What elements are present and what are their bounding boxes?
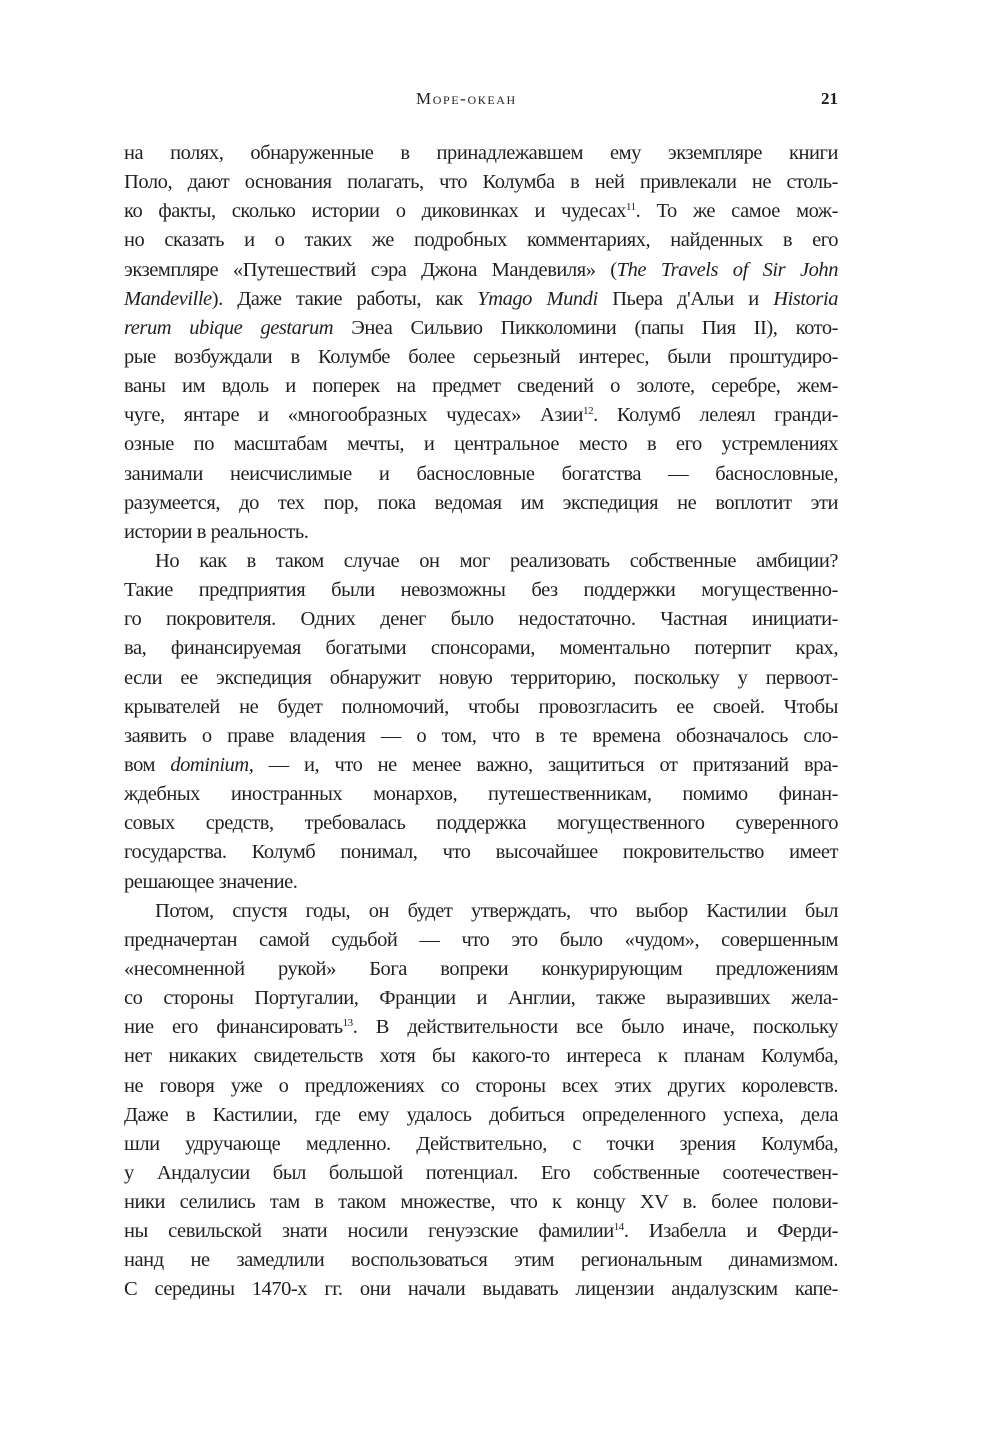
text-line xyxy=(124,372,838,401)
text-line xyxy=(124,955,838,984)
paragraph xyxy=(124,139,838,547)
text-run: рые возбуждали в Колумбе более серьезный интерес, были проштудиро- xyxy=(124,345,838,368)
text-run: вом xyxy=(124,753,171,776)
italic-title: Ymago Mundi xyxy=(477,287,598,310)
text-run: ко факты, сколько истории о диковинках и чудесах xyxy=(124,200,626,223)
text-run: Пьера д'Альи и xyxy=(597,287,774,310)
text-line xyxy=(124,751,838,780)
text-line xyxy=(124,1246,838,1275)
text-line xyxy=(124,926,838,955)
text-run: предначертан самой судьбой — что это было «чудом», совершенным xyxy=(124,928,838,951)
text-line xyxy=(124,1101,838,1130)
text-run: Поло, дают основания полагать, что Колумба в ней привлекали не столь- xyxy=(124,171,838,194)
text-line xyxy=(124,1013,838,1042)
text-run: разумеется, до тех пор, пока ведомая им экспедиция не воплотит эти xyxy=(124,491,838,514)
text-line xyxy=(124,430,838,459)
body-text xyxy=(124,139,838,1305)
paragraph xyxy=(124,547,838,897)
text-run: со стороны Португалии, Франции и Англии, также выразивших жела- xyxy=(124,987,838,1010)
text-run: крывателей не будет полномочий, чтобы провозгласить ее своей. Чтобы xyxy=(124,695,838,718)
italic-title: rerum ubique gestarum xyxy=(124,316,334,339)
text-line xyxy=(124,1217,838,1246)
text-line xyxy=(124,1130,838,1159)
text-line xyxy=(124,401,838,430)
text-line xyxy=(124,285,838,314)
text-run: Такие предприятия были невозможны без поддержки могущественно- xyxy=(124,579,838,602)
text-run: го покровителя. Одних денег было недостаточно. Частная инициати- xyxy=(124,608,838,631)
text-run: «несомненной рукой» Бога вопреки конкурирующим предложениям xyxy=(124,957,838,980)
text-run: чуге, янтаре и «многообразных чудесах» Азии xyxy=(124,404,584,427)
text-line xyxy=(124,547,838,576)
text-line xyxy=(124,518,838,547)
italic-title: The Travels of Sir John xyxy=(616,258,838,281)
text-line xyxy=(124,197,838,226)
footnote-ref[interactable]: 11 xyxy=(625,201,636,214)
text-line xyxy=(124,722,838,751)
text-line xyxy=(124,664,838,693)
text-run: экземпляре «Путешествий сэра Джона Мандевиля» ( xyxy=(124,258,617,281)
text-line xyxy=(124,460,838,489)
text-line xyxy=(124,1159,838,1188)
footnote-ref[interactable]: 12 xyxy=(583,405,594,418)
text-run: ждебных иностранных монархов, путешественникам, помимо финан- xyxy=(124,783,838,806)
text-run: если ее экспедиция обнаружит новую территорию, поскольку у первоот- xyxy=(124,666,838,689)
text-line xyxy=(124,897,838,926)
text-run: у Андалусии был большой потенциал. Его собственные соотечествен- xyxy=(124,1161,838,1184)
text-run: заявить о праве владения — о том, что в те времена обозначалось сло- xyxy=(124,724,838,747)
text-line xyxy=(124,1275,838,1304)
text-line xyxy=(124,226,838,255)
text-run: озные по масштабам мечты, и центральное место в его устремлениях xyxy=(124,433,838,456)
text-line xyxy=(124,634,838,663)
text-line xyxy=(124,576,838,605)
text-run: Даже в Кастилии, где ему удалось добиться определенного успеха, дела xyxy=(124,1103,838,1126)
italic-title: Historia xyxy=(773,287,838,310)
italic-title: dominium, xyxy=(170,753,254,776)
text-line xyxy=(124,256,838,285)
text-run: . В действительности все было иначе, поскольку xyxy=(352,1016,838,1039)
text-line xyxy=(124,693,838,722)
text-line xyxy=(124,780,838,809)
text-line xyxy=(124,1188,838,1217)
text-line xyxy=(124,1072,838,1101)
text-run: Потом, спустя годы, он будет утверждать, что выбор Кастилии был xyxy=(155,899,838,922)
text-run: решающее значение. xyxy=(124,870,298,893)
footnote-ref[interactable]: 14 xyxy=(613,1221,624,1234)
text-run: ны севильской знати носили генуэзские фамилии xyxy=(124,1220,614,1243)
text-line xyxy=(124,343,838,372)
text-run: нанд не замедлили воспользоваться этим региональным динамизмом. xyxy=(124,1249,838,1272)
paragraph xyxy=(124,897,838,1305)
text-run: шли удручающе медленно. Действительно, с точки зрения Колумба, xyxy=(124,1132,838,1155)
text-line xyxy=(124,605,838,634)
text-run: истории в реальность. xyxy=(124,520,309,543)
text-run: нет никаких свидетельств хотя бы какого-то интереса к планам Колумба, xyxy=(124,1045,838,1068)
text-run: С середины 1470-х гг. они начали выдавать лицензии андалузским капе- xyxy=(124,1278,838,1301)
text-run: — и, что не менее важно, защититься от притязаний вра- xyxy=(253,753,839,776)
text-run: совых средств, требовалась поддержка могущественного суверенного xyxy=(124,812,838,835)
text-line xyxy=(124,838,838,867)
text-run: на полях, обнаруженные в принадлежавшем ему экземпляре книги xyxy=(124,142,838,164)
text-line xyxy=(124,489,838,518)
text-run: . Изабелла и Ферди- xyxy=(623,1220,838,1243)
text-run: ). Даже такие работы, как xyxy=(211,287,478,310)
text-line xyxy=(124,1042,838,1071)
text-line xyxy=(124,139,838,168)
text-run: государства. Колумб понимал, что высочайшее покровительство имеет xyxy=(124,841,838,864)
text-run: . Колумб лелеял гранди- xyxy=(593,404,838,427)
text-line xyxy=(124,168,838,197)
text-run: Но как в таком случае он мог реализовать собственные амбиции? xyxy=(155,549,838,572)
footnote-ref[interactable]: 13 xyxy=(342,1017,353,1030)
text-run: ва, финансируемая богатыми спонсорами, моментально потерпит крах, xyxy=(124,637,838,660)
text-line xyxy=(124,314,838,343)
text-run: ваны им вдоль и поперек на предмет сведений о золоте, серебре, жем- xyxy=(124,375,838,398)
text-run: занимали неисчислимые и баснословные богатства — баснословные, xyxy=(124,462,838,485)
running-head-title: Море-океан xyxy=(416,89,517,108)
text-run: не говоря уже о предложениях со стороны всех этих других королевств. xyxy=(124,1074,838,1097)
text-line xyxy=(124,809,838,838)
page-number: 21 xyxy=(821,89,838,108)
text-line xyxy=(124,868,838,897)
text-run: ники селились там в таком множестве, что к концу XV в. более полови- xyxy=(124,1191,838,1214)
text-run: ние его финансировать xyxy=(124,1016,343,1039)
text-line xyxy=(124,984,838,1013)
italic-title: Mandeville xyxy=(124,287,212,310)
text-run: Энеа Сильвио Пикколомини (папы Пия II), кото- xyxy=(333,316,839,339)
text-run: но сказать и о таких же подробных комментариях, найденных в его xyxy=(124,229,838,252)
text-run: . То же самое мож- xyxy=(635,200,838,223)
